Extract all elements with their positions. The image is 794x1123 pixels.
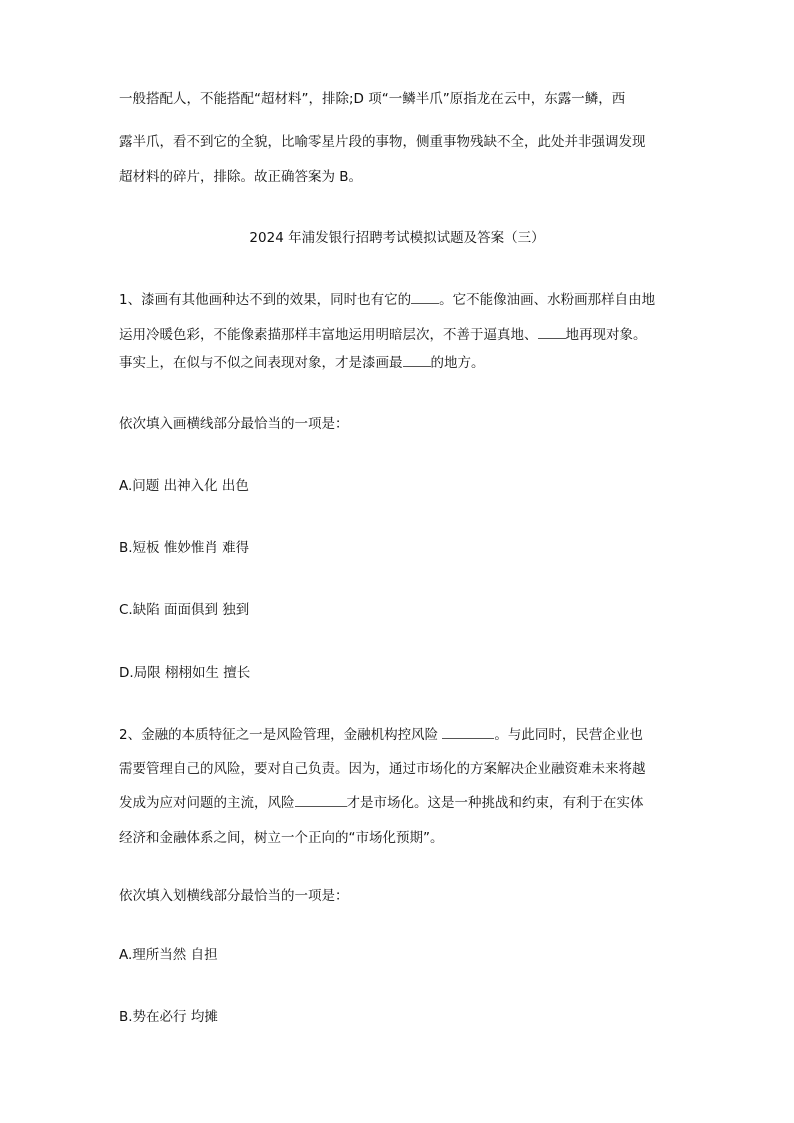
text: 的地方。 — [430, 355, 485, 371]
blank — [411, 290, 439, 304]
option-b: B.势在必行 均摊 — [119, 1009, 218, 1025]
text: 地再现对象。 — [565, 327, 647, 343]
section-title: 2024 年浦发银行招聘考试模拟试题及答案（三） — [249, 230, 545, 246]
text: 。它不能像油画、水粉画那样自由地 — [439, 292, 656, 308]
option-b: B.短板 惟妙惟肖 难得 — [119, 540, 250, 556]
text: 事实上，在似与不似之间表现对象，才是漆画最 — [119, 355, 403, 371]
answer-line: 超材料的碎片，排除。故正确答案为 B。 — [119, 169, 363, 185]
blank — [295, 793, 347, 807]
blank — [403, 353, 431, 367]
question-1-line — [119, 290, 655, 309]
question-2-line — [119, 725, 643, 744]
text: 发成为应对问题的主流，风险 — [119, 795, 295, 811]
text: 运用冷暖色彩，不能像素描那样丰富地运用明暗层次，不善于逼真地、 — [119, 327, 538, 343]
answer-line: 一般搭配人，不能搭配“超材料”，排除;D 项“一鳞半爪”原指龙在云中，东露一鳞，西 — [119, 91, 626, 107]
question-1-line — [119, 353, 485, 372]
question-1-line — [119, 325, 647, 344]
question-2-line — [119, 793, 644, 812]
text: 2、金融的本质特征之一是风险管理，金融机构控风险 — [119, 727, 443, 743]
question-2-prompt: 依次填入划横线部分最恰当的一项是： — [119, 888, 349, 904]
question-2-line: 经济和金融体系之间，树立一个正向的“市场化预期”。 — [119, 830, 444, 846]
question-2-line: 需要管理自己的风险，要对自己负责。因为，通过市场化的方案解决企业融资难未来将越 — [119, 761, 646, 777]
option-d: D.局限 栩栩如生 擅长 — [119, 665, 251, 681]
blank — [538, 325, 566, 339]
text: 1、漆画有其他画种达不到的效果，同时也有它的 — [119, 292, 412, 308]
option-a: A.问题 出神入化 出色 — [119, 478, 249, 494]
option-a: A.理所当然 自担 — [119, 947, 218, 963]
text: 。与此同时，民营企业也 — [494, 727, 643, 743]
answer-line: 露半爪，看不到它的全貌，比喻零星片段的事物，侧重事物残缺不全，此处并非强调发现 — [119, 134, 646, 150]
question-1-prompt: 依次填入画横线部分最恰当的一项是： — [119, 416, 349, 432]
blank — [442, 725, 494, 739]
option-c: C.缺陷 面面俱到 独到 — [119, 602, 250, 618]
text: 才是市场化。这是一种挑战和约束，有利于在实体 — [346, 795, 644, 811]
